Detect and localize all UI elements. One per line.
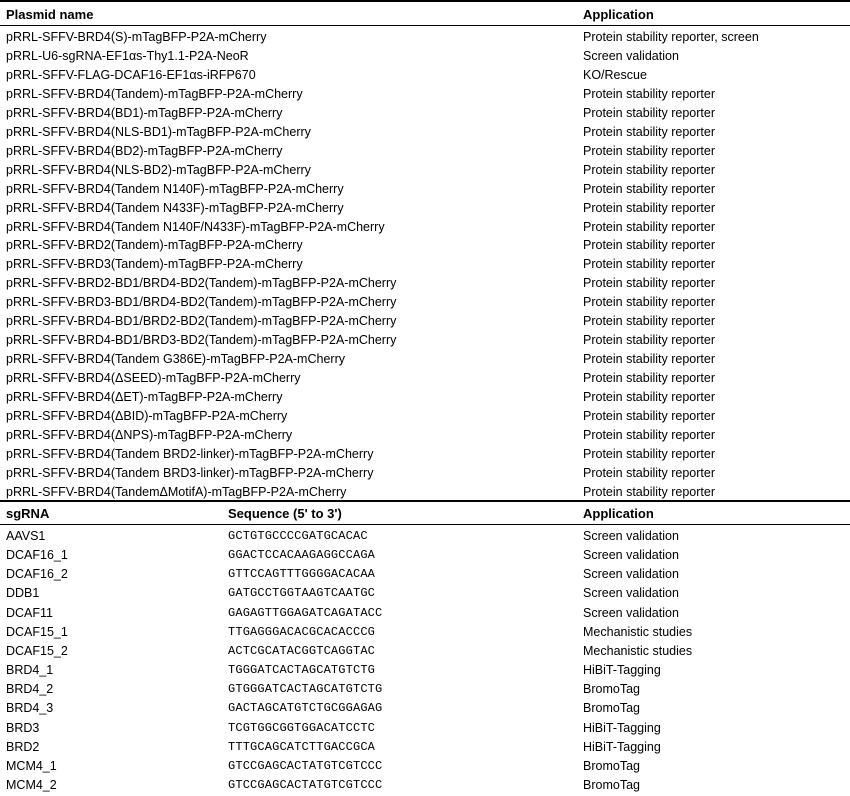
sgrna-sequence-cell: GGACTCCACAAGAGGCCAGA bbox=[228, 548, 376, 563]
sgrna-sequence-cell: GTCCGAGCACTATGTCGTCCC bbox=[228, 777, 383, 792]
sgrna-sequence-cell: GTTCCAGTTTGGGGACACAA bbox=[228, 567, 376, 582]
plasmid-application-cell: Protein stability reporter bbox=[583, 390, 716, 405]
plasmid-application-cell: Protein stability reporter bbox=[583, 181, 716, 196]
sgrna-row bbox=[0, 757, 850, 776]
plasmid-application-cell: Protein stability reporter bbox=[583, 333, 716, 348]
plasmid-application-cell: Protein stability reporter bbox=[583, 143, 716, 158]
section-divider-rule bbox=[0, 500, 850, 502]
plasmid-name-cell: pRRL-SFFV-BRD4(NLS-BD2)-mTagBFP-P2A-mCherry bbox=[6, 162, 311, 177]
sgrna-name-cell: DCAF16_1 bbox=[6, 548, 68, 563]
plasmid-row bbox=[0, 274, 850, 293]
plasmid-application-cell: Protein stability reporter bbox=[583, 465, 716, 480]
plasmid-name-cell: pRRL-SFFV-BRD4-BD1/BRD2-BD2(Tandem)-mTagBFP-P2A-mCherry bbox=[6, 314, 397, 329]
sgrna-sequence-cell: TGGGATCACTAGCATGTCTG bbox=[228, 663, 376, 678]
sgrna-name-cell: MCM4_2 bbox=[6, 777, 57, 792]
plasmid-row bbox=[0, 28, 850, 47]
sgrna-sequence-cell: ACTCGCATACGGTCAGGTAC bbox=[228, 643, 376, 658]
sgrna-application-cell: HiBiT-Tagging bbox=[583, 720, 661, 735]
sgrna-application-cell: BromoTag bbox=[583, 777, 640, 792]
plasmid-name-cell: pRRL-SFFV-BRD3-BD1/BRD4-BD2(Tandem)-mTagBFP-P2A-mCherry bbox=[6, 295, 397, 310]
plasmid-row bbox=[0, 483, 850, 502]
plasmid-application-cell: KO/Rescue bbox=[583, 67, 647, 82]
sgrna-sequence-cell: GACTAGCATGTCTGCGGAGAG bbox=[228, 701, 383, 716]
plasmid-application-cell: Protein stability reporter bbox=[583, 371, 716, 386]
sgrna-row bbox=[0, 738, 850, 757]
sgrna-application-cell: HiBiT-Tagging bbox=[583, 663, 661, 678]
sgrna-row bbox=[0, 584, 850, 603]
plasmid-row bbox=[0, 104, 850, 123]
sgrna-application-header: Application bbox=[583, 506, 654, 521]
sgrna-name-cell: AAVS1 bbox=[6, 529, 46, 543]
plasmid-row bbox=[0, 66, 850, 85]
sgrna-name-cell: DCAF15_1 bbox=[6, 624, 68, 639]
sgrna-row bbox=[0, 546, 850, 565]
sgrna-application-cell: Mechanistic studies bbox=[583, 643, 693, 658]
sgrna-sequence-cell: TTTGCAGCATCTTGACCGCA bbox=[228, 739, 376, 754]
sgrna-row bbox=[0, 527, 850, 546]
plasmid-name-cell: pRRL-SFFV-BRD4(BD2)-mTagBFP-P2A-mCherry bbox=[6, 143, 283, 158]
plasmid-application-cell: Protein stability reporter bbox=[583, 86, 716, 101]
plasmid-name-cell: pRRL-SFFV-BRD4(Tandem BRD3-linker)-mTagBFP-P2A-mCherry bbox=[6, 465, 374, 480]
sgrna-sequence-cell: GATGCCTGGTAAGTCAATGC bbox=[228, 586, 376, 601]
plasmid-row bbox=[0, 445, 850, 464]
sgrna-row bbox=[0, 604, 850, 623]
sgrna-sequence-cell: GTCCGAGCACTATGTCGTCCC bbox=[228, 758, 383, 773]
plasmid-name-cell: pRRL-SFFV-BRD4(ΔBID)-mTagBFP-P2A-mCherry bbox=[6, 409, 288, 423]
plasmid-name-cell: pRRL-SFFV-BRD4(Tandem N433F)-mTagBFP-P2A-mCherry bbox=[6, 200, 344, 215]
plasmid-name-cell: pRRL-SFFV-BRD4(TandemΔMotifA)-mTagBFP-P2A-mCherry bbox=[6, 484, 347, 499]
sgrna-name-cell: MCM4_1 bbox=[6, 758, 57, 773]
sgrna-name-cell: BRD4_3 bbox=[6, 701, 54, 716]
plasmid-name-cell: pRRL-SFFV-BRD4(BD1)-mTagBFP-P2A-mCherry bbox=[6, 105, 283, 120]
sgrna-application-cell: BromoTag bbox=[583, 758, 640, 773]
sgrna-sequence-cell: GTGGGATCACTAGCATGTCTG bbox=[228, 682, 383, 697]
plasmid-application-cell: Protein stability reporter bbox=[583, 162, 716, 177]
plasmid-name-cell: pRRL-SFFV-BRD4(ΔNPS)-mTagBFP-P2A-mCherry bbox=[6, 427, 293, 442]
sgrna-table-header bbox=[0, 504, 850, 523]
sgrna-row bbox=[0, 642, 850, 661]
plasmid-name-cell: pRRL-SFFV-BRD2-BD1/BRD4-BD2(Tandem)-mTagBFP-P2A-mCherry bbox=[6, 276, 397, 291]
sgrna-row bbox=[0, 680, 850, 699]
plasmid-application-cell: Protein stability reporter bbox=[583, 484, 716, 499]
sgrna-application-cell: BromoTag bbox=[583, 682, 640, 697]
sgrna-application-cell: Screen validation bbox=[583, 605, 679, 620]
sgrna-application-cell: BromoTag bbox=[583, 701, 640, 716]
sgrna-application-cell: Screen validation bbox=[583, 548, 679, 563]
sgrna-row bbox=[0, 623, 850, 642]
plasmid-row bbox=[0, 350, 850, 369]
sgrna-name-cell: DDB1 bbox=[6, 586, 40, 601]
plasmid-name-header: Plasmid name bbox=[6, 7, 94, 22]
plasmid-application-header: Application bbox=[583, 7, 654, 22]
sgrna-row bbox=[0, 699, 850, 718]
sgrna-row bbox=[0, 719, 850, 738]
plasmid-name-cell: pRRL-SFFV-BRD3(Tandem)-mTagBFP-P2A-mCherry bbox=[6, 257, 303, 272]
plasmid-application-cell: Protein stability reporter, screen bbox=[583, 30, 759, 44]
sgrna-sequence-cell: GAGAGTTGGAGATCAGATACC bbox=[228, 605, 383, 620]
sgrna-application-cell: Mechanistic studies bbox=[583, 624, 693, 639]
plasmid-name-cell: pRRL-U6-sgRNA-EF1αs-Thy1.1-P2A-NeoR bbox=[6, 48, 249, 63]
sgrna-name-cell: DCAF11 bbox=[6, 605, 54, 620]
plasmid-name-cell: pRRL-SFFV-FLAG-DCAF16-EF1αs-iRFP670 bbox=[6, 67, 256, 82]
sgrna-header: sgRNA bbox=[6, 506, 50, 521]
sgrna-name-cell: BRD4_2 bbox=[6, 682, 54, 697]
plasmid-name-cell: pRRL-SFFV-BRD4(Tandem N140F/N433F)-mTagBFP-P2A-mCherry bbox=[6, 219, 385, 234]
plasmid-application-cell: Protein stability reporter bbox=[583, 446, 716, 461]
sgrna-application-cell: Screen validation bbox=[583, 529, 679, 543]
plasmid-name-cell: pRRL-SFFV-BRD4(Tandem BRD2-linker)-mTagBFP-P2A-mCherry bbox=[6, 446, 374, 461]
plasmid-row bbox=[0, 161, 850, 180]
plasmid-row bbox=[0, 464, 850, 483]
plasmid-row bbox=[0, 426, 850, 445]
plasmid-row bbox=[0, 312, 850, 331]
plasmid-row bbox=[0, 331, 850, 350]
plasmid-application-cell: Protein stability reporter bbox=[583, 105, 716, 120]
plasmid-row bbox=[0, 293, 850, 312]
sgrna-application-cell: Screen validation bbox=[583, 567, 679, 582]
sgrna-name-cell: BRD2 bbox=[6, 739, 40, 754]
plasmid-row bbox=[0, 388, 850, 407]
plasmid-name-cell: pRRL-SFFV-BRD4(Tandem G386E)-mTagBFP-P2A-mCherry bbox=[6, 352, 345, 367]
plasmid-row bbox=[0, 199, 850, 218]
plasmid-row bbox=[0, 369, 850, 388]
sgrna-row bbox=[0, 565, 850, 584]
sgrna-name-cell: BRD4_1 bbox=[6, 663, 54, 678]
plasmid-application-cell: Screen validation bbox=[583, 48, 679, 63]
plasmid-application-cell: Protein stability reporter bbox=[583, 352, 716, 367]
plasmid-row bbox=[0, 47, 850, 66]
sgrna-name-cell: BRD3 bbox=[6, 720, 40, 735]
sgrna-sequence-cell: TCGTGGCGGTGGACATCCTC bbox=[228, 720, 376, 735]
plasmid-table-header bbox=[0, 5, 850, 24]
sequence-header: Sequence (5' to 3') bbox=[228, 506, 342, 521]
plasmid-name-cell: pRRL-SFFV-BRD4(S)-mTagBFP-P2A-mCherry bbox=[6, 30, 267, 44]
plasmid-application-cell: Protein stability reporter bbox=[583, 276, 716, 291]
sgrna-header-rule bbox=[0, 524, 850, 525]
sgrna-name-cell: DCAF15_2 bbox=[6, 643, 68, 658]
plasmid-name-cell: pRRL-SFFV-BRD4(ΔSEED)-mTagBFP-P2A-mCherry bbox=[6, 371, 301, 386]
plasmid-name-cell: pRRL-SFFV-BRD2(Tandem)-mTagBFP-P2A-mCherry bbox=[6, 238, 303, 253]
plasmid-name-cell: pRRL-SFFV-BRD4-BD1/BRD3-BD2(Tandem)-mTagBFP-P2A-mCherry bbox=[6, 333, 397, 348]
plasmid-application-cell: Protein stability reporter bbox=[583, 257, 716, 272]
sgrna-application-cell: HiBiT-Tagging bbox=[583, 739, 661, 754]
plasmid-row bbox=[0, 85, 850, 104]
sgrna-name-cell: DCAF16_2 bbox=[6, 567, 68, 582]
plasmid-application-cell: Protein stability reporter bbox=[583, 314, 716, 329]
plasmid-application-cell: Protein stability reporter bbox=[583, 295, 716, 310]
plasmid-name-cell: pRRL-SFFV-BRD4(NLS-BD1)-mTagBFP-P2A-mCherry bbox=[6, 124, 311, 139]
sgrna-sequence-cell: TTGAGGGACACGCACACCCG bbox=[228, 624, 376, 639]
plasmid-application-cell: Protein stability reporter bbox=[583, 124, 716, 139]
sgrna-sequence-cell: GCTGTGCCCCGATGCACAC bbox=[228, 529, 368, 543]
plasmid-name-cell: pRRL-SFFV-BRD4(ΔET)-mTagBFP-P2A-mCherry bbox=[6, 390, 283, 405]
sgrna-application-cell: Screen validation bbox=[583, 586, 679, 601]
plasmid-application-cell: Protein stability reporter bbox=[583, 238, 716, 253]
top-rule bbox=[0, 0, 850, 2]
plasmid-application-cell: Protein stability reporter bbox=[583, 409, 716, 423]
plasmid-name-cell: pRRL-SFFV-BRD4(Tandem)-mTagBFP-P2A-mCherry bbox=[6, 86, 303, 101]
plasmid-application-cell: Protein stability reporter bbox=[583, 427, 716, 442]
sgrna-row bbox=[0, 776, 850, 795]
plasmid-name-cell: pRRL-SFFV-BRD4(Tandem N140F)-mTagBFP-P2A-mCherry bbox=[6, 181, 344, 196]
plasmid-header-rule bbox=[0, 25, 850, 26]
plasmid-row bbox=[0, 255, 850, 274]
plasmid-row bbox=[0, 407, 850, 426]
plasmid-row bbox=[0, 236, 850, 255]
plasmid-application-cell: Protein stability reporter bbox=[583, 219, 716, 234]
plasmid-row bbox=[0, 142, 850, 161]
sgrna-row bbox=[0, 661, 850, 680]
plasmid-row bbox=[0, 123, 850, 142]
plasmid-row bbox=[0, 180, 850, 199]
plasmid-row bbox=[0, 218, 850, 237]
plasmid-application-cell: Protein stability reporter bbox=[583, 200, 716, 215]
